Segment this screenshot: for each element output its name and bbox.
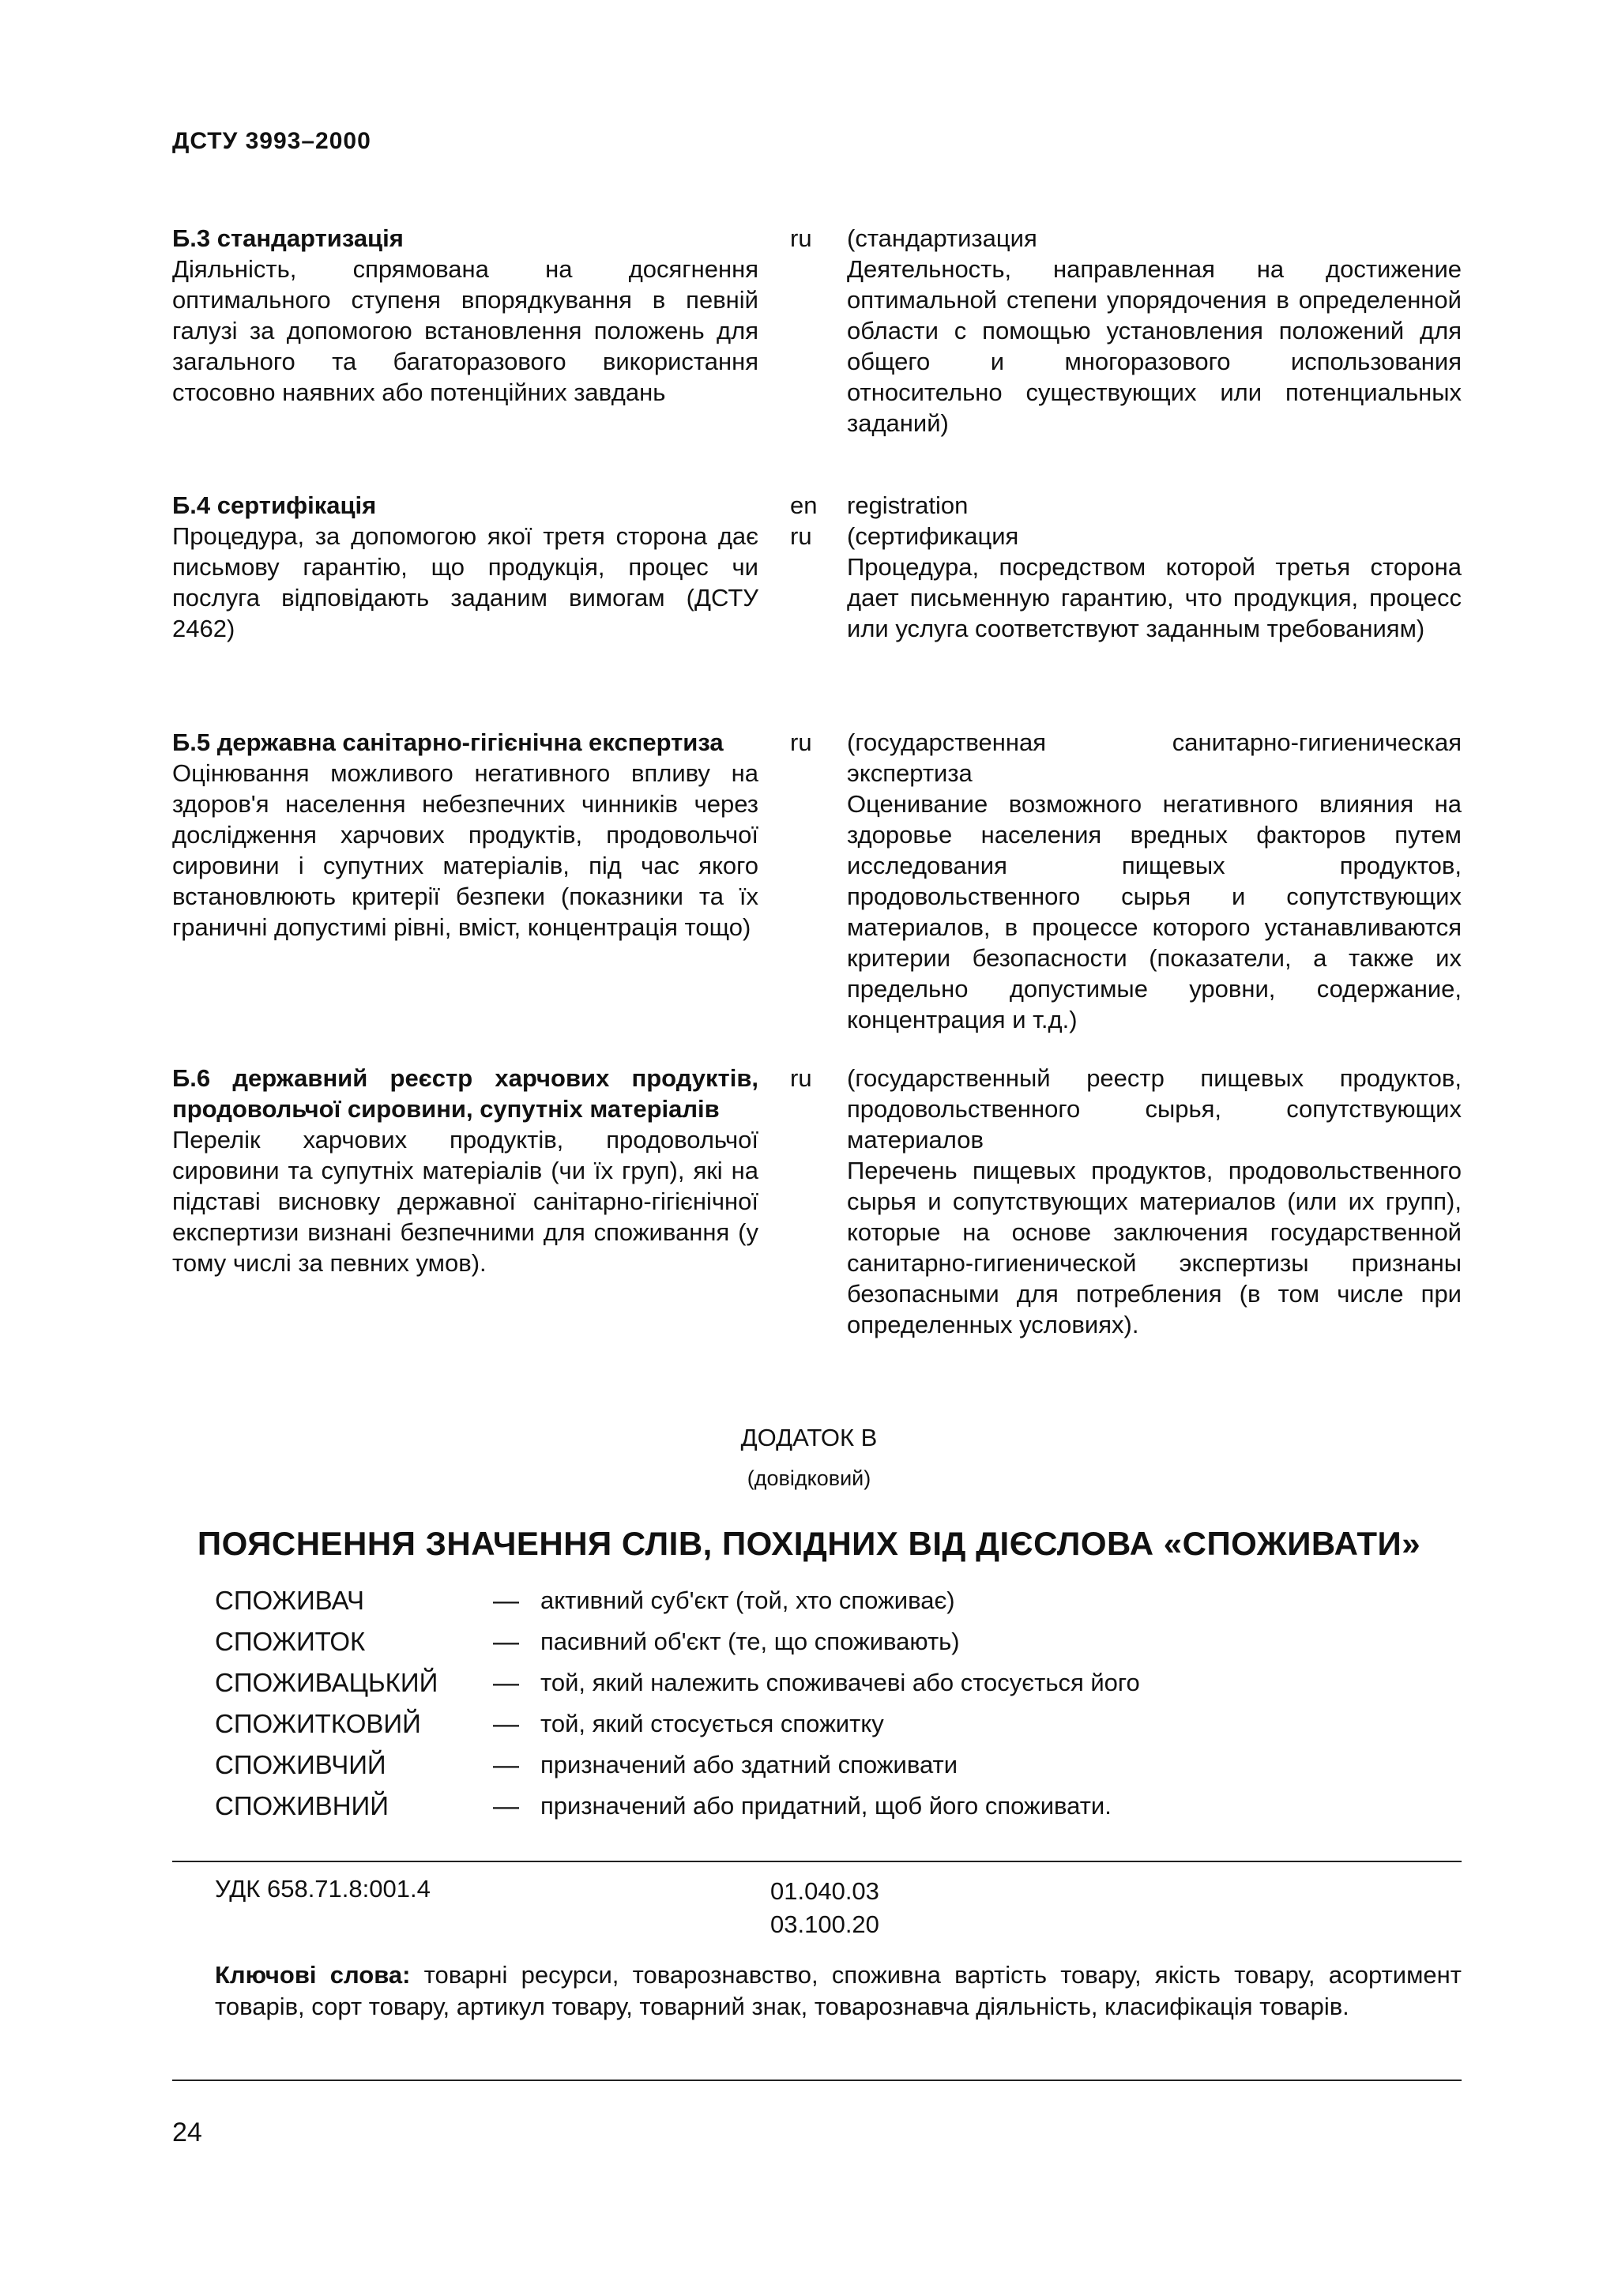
word-definition: той, який належить споживачеві або стосується його xyxy=(540,1669,1140,1696)
term-title: Б.5 державна санітарно-гігієнічна експертиза xyxy=(172,728,724,756)
language-codes xyxy=(790,1063,822,1093)
udk-code: УДК 658.71.8:001.4 xyxy=(215,1875,431,1903)
word-definition: активний суб'єкт (той, хто споживає) xyxy=(540,1586,955,1614)
term-foreign-equivalents xyxy=(847,1063,1462,1340)
dash-separator: — xyxy=(493,1627,519,1656)
term-ukrainian xyxy=(172,727,758,943)
term-foreign-equivalents xyxy=(847,490,1462,644)
dash-separator: — xyxy=(493,1586,519,1615)
keywords-paragraph xyxy=(215,1959,1462,2023)
term-ukrainian xyxy=(172,223,758,408)
foreign-text: Оценивание возможного негативного влияния на здоровье населения вредных факторов путем исследования пищевых продуктов, продовольственного сырья и сопутствующих материалов, в процессе которого устанавливаются критерии безопасности (показатели, а также их предельно допустимые уровни, содержание, концентрация и т.д.) xyxy=(847,790,1462,1033)
term-title: Б.6 державний реєстр харчових продуктів, продовольчої сировини, супутніх матеріалів xyxy=(172,1064,758,1123)
word-definition: призначений або здатний споживати xyxy=(540,1751,958,1778)
foreign-text: (государственный реестр пищевых продуктов, продовольственного сырья, сопутствующих материалов xyxy=(847,1064,1462,1154)
language-code: ru xyxy=(790,1064,812,1092)
foreign-text: Перечень пищевых продуктов, продовольственного сырья и сопутствующих материалов (или их групп), которые на основе заключения государственной санитарно-гигиенической экспертизы признаны безопасными для потребления (в том числе при определенных условиях). xyxy=(847,1157,1462,1338)
language-code: ru xyxy=(790,522,812,550)
word-definition-list xyxy=(215,1580,1479,1827)
divider-bottom xyxy=(172,2080,1462,2081)
language-code: en xyxy=(790,491,818,519)
term-definition: Процедура, за допомогою якої третя сторона дає письмову гарантію, що продукція, процес чи послуга відповідають заданим вимогам (ДСТУ 2462) xyxy=(172,522,758,642)
classification-code: 01.040.03 xyxy=(770,1877,879,1905)
term-definition: Діяльність, спрямована на досягнення оптимального ступеня впорядкування в певній галузі за допомогою встановлення положень для загального та багаторазового використання стосовно наявних або потенційних завдань xyxy=(172,255,758,406)
word-row xyxy=(215,1580,1479,1621)
annex-type: (довідковий) xyxy=(747,1466,871,1490)
derived-word: СПОЖИВЧИЙ xyxy=(215,1750,386,1779)
derived-word: СПОЖИВАЦЬКИЙ xyxy=(215,1668,438,1697)
word-definition: призначений або придатний, щоб його споживати. xyxy=(540,1792,1112,1820)
language-codes xyxy=(790,490,822,551)
foreign-text: Деятельность, направленная на достижение оптимальной степени упорядочения в определенной области с помощью установления положений для общего и многоразового использования относительно существующих или потенциальных заданий) xyxy=(847,255,1462,437)
document-code: ДСТУ 3993–2000 xyxy=(172,128,371,154)
dash-separator: — xyxy=(493,1750,519,1779)
divider-top xyxy=(172,1861,1462,1862)
word-definition: пасивний об'єкт (те, що споживають) xyxy=(540,1628,960,1655)
foreign-text: Процедура, посредством которой третья сторона дает письменную гарантию, что продукция, процесс или услуга соответствуют заданным требованиям) xyxy=(847,553,1462,642)
foreign-text: (стандартизация xyxy=(847,224,1037,252)
dash-separator: — xyxy=(493,1791,519,1820)
dash-separator: — xyxy=(493,1668,519,1697)
keywords-text: товарні ресурси, товарознавство, споживна вартість товару, якість товару, асортимент товарів, сорт товару, артикул товару, товарний знак, товарознавча діяльність, класифікація товарів. xyxy=(215,1961,1462,2020)
foreign-text: (сертификация xyxy=(847,522,1019,550)
term-ukrainian xyxy=(172,490,758,644)
language-codes xyxy=(790,727,822,758)
word-row xyxy=(215,1786,1479,1827)
word-definition: той, який стосується спожитку xyxy=(540,1710,884,1737)
derived-word: СПОЖИВАЧ xyxy=(215,1586,365,1615)
language-code: ru xyxy=(790,728,812,756)
word-row xyxy=(215,1745,1479,1786)
word-row xyxy=(215,1703,1479,1745)
term-ukrainian xyxy=(172,1063,758,1278)
derived-word: СПОЖИВНИЙ xyxy=(215,1791,389,1820)
term-foreign-equivalents xyxy=(847,727,1462,1035)
foreign-text: registration xyxy=(847,491,969,519)
derived-word: СПОЖИТКОВИЙ xyxy=(215,1709,421,1738)
term-title: Б.4 сертифікація xyxy=(172,491,377,519)
language-code: ru xyxy=(790,224,812,252)
language-codes xyxy=(790,223,822,254)
classification-code: 03.100.20 xyxy=(770,1910,879,1938)
page-number: 24 xyxy=(172,2117,202,2147)
classification-codes xyxy=(770,1875,879,1941)
term-foreign-equivalents xyxy=(847,223,1462,438)
dash-separator: — xyxy=(493,1709,519,1738)
keywords-label: Ключові слова: xyxy=(215,1961,411,1989)
derived-word: СПОЖИТОК xyxy=(215,1627,366,1656)
word-row xyxy=(215,1621,1479,1662)
term-definition: Оцінювання можливого негативного впливу на здоров'я населення небезпечних чинників через дослідження харчових продуктів, продовольчої сировини і супутних матеріалів, під час якого встановлюють критерії безпеки (показники та їх граничні допустимі рівні, вміст, концентрація тощо) xyxy=(172,759,758,941)
term-title: Б.3 стандартизація xyxy=(172,224,404,252)
word-row xyxy=(215,1662,1479,1703)
annex-label: ДОДАТОК В xyxy=(740,1424,878,1451)
term-definition: Перелік харчових продуктів, продовольчої сировини та супутніх матеріалів (чи їх груп), які на підставі висновку державної санітарно-гігієнічної експертизи визнані безпечними для споживання (у тому числі за певних умов). xyxy=(172,1126,758,1277)
foreign-text: (государственная санитарно-гигиеническая экспертиза xyxy=(847,728,1462,787)
annex-heading: ПОЯСНЕННЯ ЗНАЧЕННЯ СЛІВ, ПОХІДНИХ ВІД ДІЄСЛОВА «СПОЖИВАТИ» xyxy=(197,1525,1421,1562)
